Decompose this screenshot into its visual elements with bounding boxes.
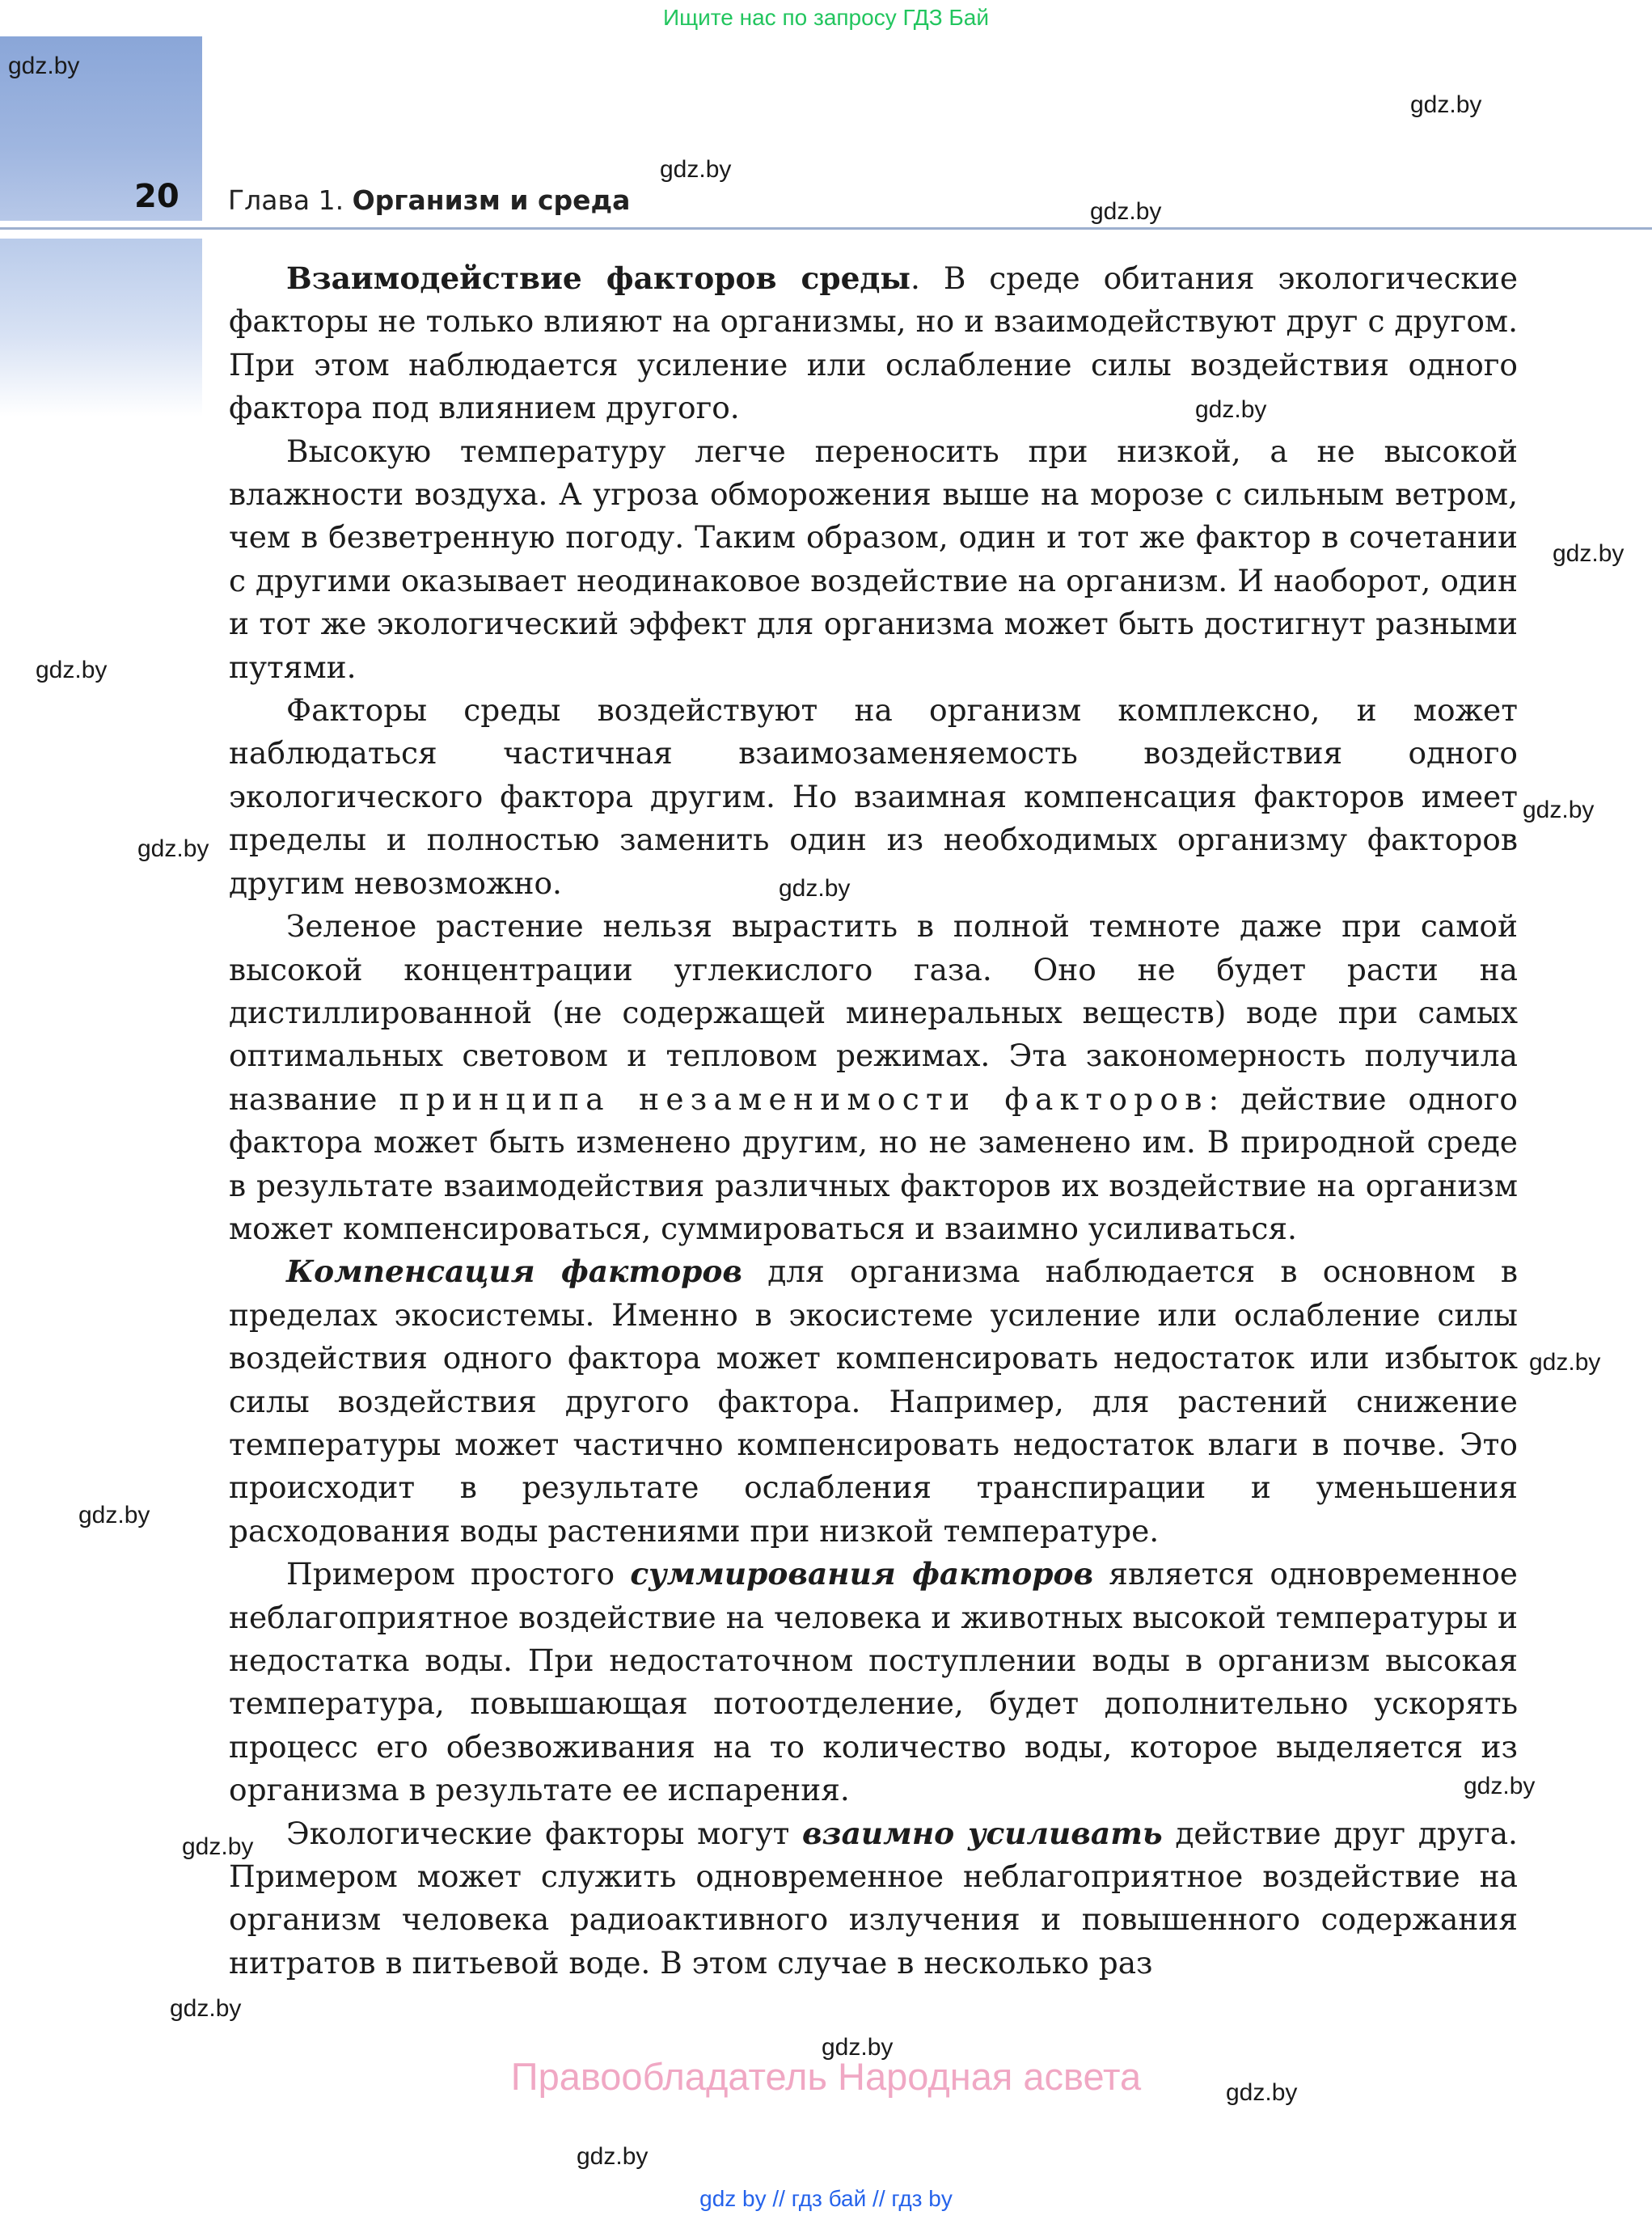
paragraph-4-text-a: Зеленое растение нельзя вырастить в полной темноте даже при самой высокой концентрации углекислого газа. Оно не будет расти на дистиллированной (не содержащей минеральных веществ) воде при самых оптимальных световом и тепловом режимах. Эта закономерность получила название (229, 908, 1518, 1117)
paragraph-6-text-b: является одновременное неблагоприятное воздействие на человека и животных высокой температуры и недостатка воды. При недостаточном поступлении воды в организм высокая температура, повышающая потоотделение, будет дополнительно ускорять процесс его обезвоживания на то количество воды, которое выделяется из организма в результате ее испарения. (229, 1556, 1519, 1808)
section-heading: Взаимодействие факторов среды (286, 260, 911, 296)
watermark: gdz.by (1523, 797, 1595, 823)
paragraph-5 (229, 1250, 1518, 1553)
page-content (229, 257, 1518, 1985)
header-divider (0, 227, 1652, 230)
watermark: gdz.by (1195, 396, 1267, 423)
paragraph-6-text-a: Примером простого (286, 1556, 631, 1592)
principle-term: принципа незаменимости факторов (399, 1080, 1209, 1117)
amplification-term: взаимно усиливать (802, 1815, 1163, 1851)
side-gradient-block (0, 239, 202, 416)
watermark: gdz.by (1529, 1349, 1601, 1376)
watermark: gdz.by (822, 2034, 894, 2061)
chapter-title: Организм и среда (352, 184, 631, 216)
watermark: gdz.by (779, 875, 851, 902)
paragraph-2: Высокую температуру легче переносить при низкой, а не высокой влажности воздуха. А угроза обморожения выше на морозе с сильным ветром, чем в безветренную погоду. Таким образом, один и тот же фактор в сочетании с другими оказывает неодинаковое воздействие на организм. И наоборот, один и тот же экологический эффект для организма может быть достигнут разными путями. (229, 433, 1518, 685)
paragraph-7 (229, 1812, 1518, 1985)
chapter-heading (228, 184, 630, 216)
top-banner: Ищите нас по запросу ГДЗ Бай (662, 5, 990, 30)
watermark: gdz.by (1553, 540, 1625, 567)
paragraph-7-text-b: действие друг друга. Примером может служить одновременное неблагоприятное воздействие на организм человека радиоактивного излучения и повышенного содержания нитратов в питьевой воде. В этом случае в несколько раз (229, 1815, 1518, 1981)
copyright-notice: Правообладатель Народная асвета (510, 2055, 1142, 2098)
paragraph-1 (229, 257, 1518, 430)
watermark: gdz.by (36, 657, 108, 683)
paragraph-3: Факторы среды воздействуют на организм комплексно, и может наблюдаться частичная взаимозаменяемость воздействия одного экологического фактора другим. Но взаимная компенсация факторов имеет пределы и полностью заменить один из необходимых организму факторов другим невозможно. (229, 692, 1518, 901)
chapter-prefix: Глава 1. (228, 184, 344, 216)
watermark: gdz.by (137, 835, 209, 862)
watermark: gdz.by (8, 53, 80, 79)
paragraph-1-text: . В среде обитания экологические факторы не только влияют на организмы, но и взаимодействуют друг с другом. При этом наблюдается усиление или ослабление силы воздействия одного фактора под влиянием другого. (229, 260, 1519, 426)
watermark: gdz.by (660, 156, 732, 183)
paragraph-5-text: для организма наблюдается в основном в пределах экосистемы. Именно в экосистеме усиление или ослабление силы воздействия одного фактора может компенсировать недостаток или избыток силы воздействия другого фактора. Например, для растений снижение температуры может частично компенсировать недостаток влаги в почве. Это происходит в результате ослабления транспирации и уменьшения расходования воды растениями при низкой температуре. (229, 1254, 1519, 1549)
paragraph-4 (229, 905, 1518, 1250)
watermark: gdz.by (182, 1833, 254, 1860)
watermark: gdz.by (170, 1995, 242, 2022)
watermark: gdz.by (1464, 1773, 1536, 1799)
paragraph-7-text-a: Экологические факторы могут (286, 1815, 803, 1851)
watermark: gdz.by (1226, 2079, 1298, 2106)
watermark: gdz.by (78, 1502, 150, 1528)
paragraph-4-text-b: : действие одного фактора может быть изменено другим, но не заменено им. В природной среде в результате взаимодействия различных факторов их воздействие на организм может компенсироваться, суммироваться и взаимно усиливаться. (229, 1080, 1518, 1246)
paragraph-6 (229, 1553, 1518, 1812)
page-number: 20 (134, 178, 180, 215)
footer-links[interactable]: gdz by // гдз бай // гдз by (699, 2186, 953, 2211)
watermark: gdz.by (577, 2143, 649, 2170)
compensation-term: Компенсация факторов (286, 1254, 742, 1290)
summation-term: суммирования факторов (630, 1556, 1094, 1592)
watermark: gdz.by (1090, 198, 1162, 225)
watermark: gdz.by (1410, 91, 1482, 118)
